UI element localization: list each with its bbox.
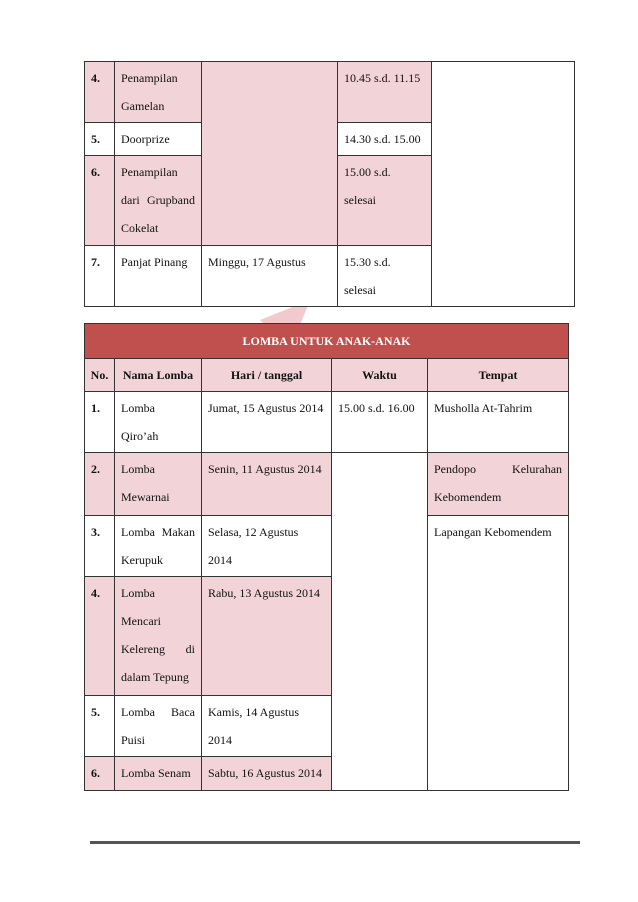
time-cell: 14.30 s.d. 15.00 <box>344 132 421 146</box>
competition-name-line: dalam Tepung <box>121 670 189 684</box>
table-title: LOMBA UNTUK ANAK-ANAK <box>242 334 411 348</box>
time-cell: 15.00 s.d. 16.00 <box>338 401 415 415</box>
place-cell-merged <box>432 62 575 307</box>
date-cell: Sabtu, 16 Agustus 2014 <box>208 766 323 780</box>
competition-name-line: Puisi <box>121 733 146 747</box>
row-number: 4. <box>91 586 100 600</box>
header-no: No. <box>90 368 109 382</box>
event-name-line: Cokelat <box>121 221 159 235</box>
date-cell: Selasa, 12 Agustus 2014 <box>208 525 299 567</box>
date-cell-merged <box>202 62 338 246</box>
competition-name-line: Lomba Senam <box>121 766 191 780</box>
footer-divider <box>90 841 580 844</box>
table-row <box>85 453 569 516</box>
event-name-line: Panjat Pinang <box>121 255 188 269</box>
table-row <box>85 392 569 453</box>
header-waktu: Waktu <box>362 368 397 382</box>
schedule-table-continued <box>84 61 575 307</box>
event-name-line: Gamelan <box>121 99 165 113</box>
header-tempat: Tempat <box>478 368 518 382</box>
time-cell: 15.00 s.d. selesai <box>344 165 391 207</box>
row-number: 5. <box>91 705 100 719</box>
date-cell: Jumat, 15 Agustus 2014 <box>208 401 324 415</box>
competition-name-line: Lomba Baca <box>121 705 195 719</box>
header-nama-lomba: Nama Lomba <box>122 368 194 382</box>
row-number: 1. <box>91 401 100 415</box>
event-name-line: dari Grupband <box>121 193 195 207</box>
competition-name-line: Lomba Qiro’ah <box>121 401 159 443</box>
competition-name-line: Kelereng di <box>121 642 195 656</box>
row-number: 6. <box>91 165 100 179</box>
date-cell: Rabu, 13 Agustus 2014 <box>208 586 321 600</box>
row-number: 4. <box>91 71 100 85</box>
competition-name-line: Lomba Makan <box>121 525 195 539</box>
row-number: 7. <box>91 255 100 269</box>
event-name-line: Penampilan <box>121 165 178 179</box>
table-row <box>85 516 569 577</box>
date-cell: Senin, 11 Agustus 2014 <box>208 462 322 476</box>
table-title-row <box>85 324 569 359</box>
row-number: 6. <box>91 766 100 780</box>
place-cell: Lapangan Kebomendem <box>434 525 552 539</box>
event-name-line: Penampilan <box>121 71 178 85</box>
children-competition-table <box>84 323 569 791</box>
time-cell: 10.45 s.d. 11.15 <box>344 71 421 85</box>
place-cell: Musholla At-Tahrim <box>434 401 533 415</box>
date-cell: Kamis, 14 Agustus 2014 <box>208 705 300 747</box>
table-row <box>85 62 575 123</box>
time-cell: 15.30 s.d. selesai <box>344 255 391 297</box>
competition-name-line: Kerupuk <box>121 553 163 567</box>
competition-name-line: Lomba <box>121 462 155 476</box>
header-hari-tanggal: Hari / tanggal <box>230 368 303 382</box>
place-line: Kebomendem <box>434 490 502 504</box>
competition-name-line: Mewarnai <box>121 490 170 504</box>
place-line: Pendopo Kelurahan <box>434 462 563 476</box>
row-number: 3. <box>91 525 100 539</box>
row-number: 2. <box>91 462 100 476</box>
time-cell-merged <box>332 453 428 791</box>
competition-name-line: Mencari <box>121 614 161 628</box>
date-cell: Minggu, 17 Agustus <box>208 255 306 269</box>
table-header-row <box>85 359 569 392</box>
event-name-line: Doorprize <box>121 132 170 146</box>
competition-name-line: Lomba <box>121 586 155 600</box>
row-number: 5. <box>91 132 100 146</box>
